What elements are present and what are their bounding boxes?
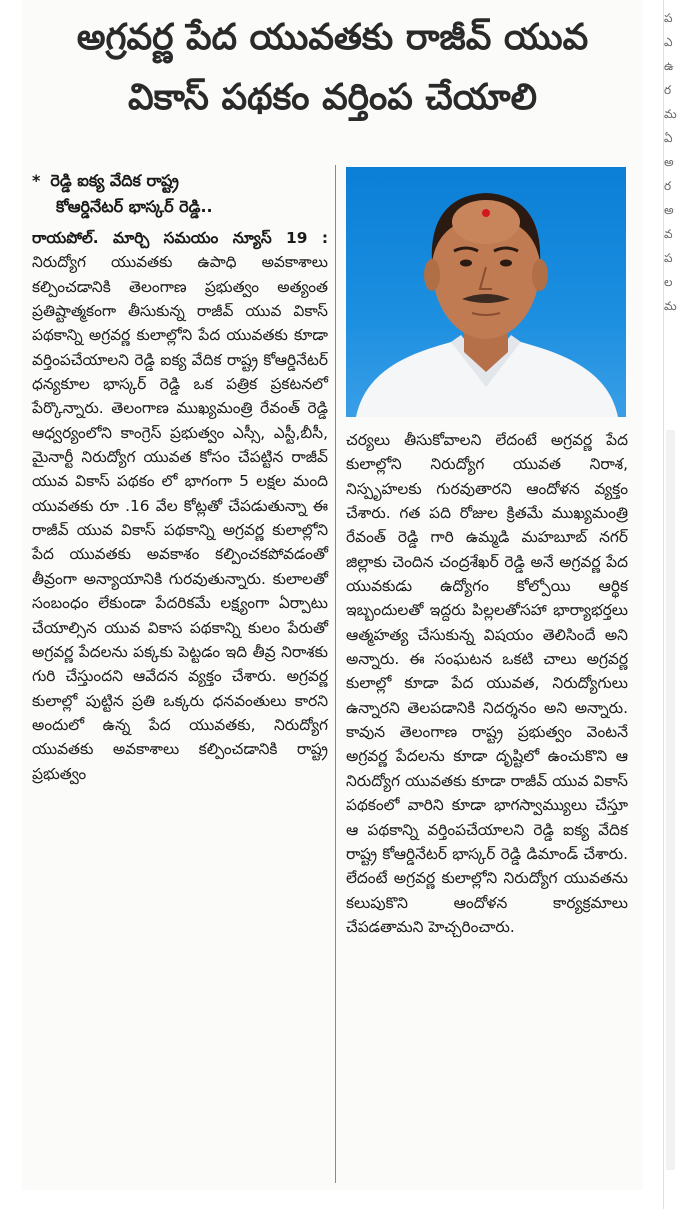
subheading — [32, 168, 328, 220]
left-body-text: నిరుద్యోగ యువతకు ఉపాధి అవకాశాలు కల్పించడానికి తెలంగాణ ప్రభుత్వం అత్యంత ప్రతిష్టాత్మకంగా తీసుకున్న రాజీవ్ యువ వికాస్ పథకాన్ని అగ్రవర్ణ కులాల్లోని పేద యువతకు కూడా వర్తింపచేయాలని రెడ్డి ఐక్య వేదిక రాష్ట్ర కోఆర్డినేటర్ ధన్యకూల భాస్కర్ రెడ్డి ఒక పత్రిక ప్రకటనలో పేర్కొన్నారు. తెలంగాణ ముఖ్యమంత్రి రేవంత్ రెడ్డి ఆధ్వర్యంలోని కాంగ్రెస్ ప్రభుత్వం ఎస్సీ, ఎస్టీ,బీసీ, మైనార్టీ నిరుద్యోగ యువత కోసం చేపట్టిన రాజీవ్ యువ వికాస్ పథకం లో భాగంగా 5 లక్షల మంది యువతకు రూ .16 వేల కోట్లతో చేపడుతున్నా ఈ రాజీవ్ యువ వికాస్ పథకాన్ని అగ్రవర్ణ కులాల్లోని పేద యువతకు అవకాశం కల్పించకపోవడంతో తీవ్రంగా అన్యాయానికి గురవుతున్నారు. కులాలతో సంబంధం లేకుండా పేదరికమే లక్ష్యంగా ఏర్పాటు చేయాల్సిన యువ వికాస పథకాన్ని కులం పేరుతో అగ్రవర్ణ పేదలను పక్కకు పెట్టడం ఇది తీవ్ర నిరాశకు గురి చేస్తుందని ఆవేదన వ్యక్తం చేశారు. అగ్రవర్ణ కులాల్లో పుట్టిన ప్రతి ఒక్కరు ధనవంతులు కారని అందులో ఉన్న పేద యువతకు, నిరుద్యోగ యువతకు అవకాశాలు కల్పించడానికి రాష్ట్ర ప్రభుత్వం — [32, 253, 328, 783]
subheading-line-2: కోఆర్డినేటర్ భాస్కర్ రెడ్డి.. — [56, 197, 213, 216]
adjacent-article-fragment: ప ఎ ఉ ర మ ఏ అ ర అ వ ప ల మ — [664, 11, 677, 313]
right-column — [346, 428, 628, 939]
portrait-photo — [346, 167, 626, 417]
dateline: రాయపోల్. మార్చి సమయం న్యూస్ 19 : — [32, 229, 328, 247]
left-body — [32, 226, 328, 786]
bullet-marker: * — [32, 171, 41, 190]
portrait-illustration — [346, 167, 626, 417]
adjacent-column-strip — [666, 430, 675, 1170]
headline-line-2: వికాస్ పథకం వర్తింప చేయాలి — [127, 77, 537, 118]
left-column — [32, 168, 328, 786]
column-divider — [335, 165, 336, 1183]
headline — [22, 8, 643, 128]
right-body: చర్యలు తీసుకోవాలని లేదంటే అగ్రవర్ణ పేద కులాల్లోని నిరుద్యోగ యువత నిరాశ, నిస్పృహలకు గురవుతారని ఆందోళన వ్యక్తం చేశారు. గత పది రోజుల క్రితమే ముఖ్యమంత్రి రేవంత్ రెడ్డి గారి ఉమ్మడి మహబూబ్ నగర్ జిల్లాకు చెందిన చంద్రశేఖర్ రెడ్డి అనే అగ్రవర్ణ పేద యువకుడు ఉద్యోగం కోల్పోయి ఆర్థిక ఇబ్బందులతో ఇద్దరు పిల్లలతోసహా భార్యాభర్తలు ఆత్మహత్య చేసుకున్న విషయం తెలిసిందే అని అన్నారు. ఈ సంఘటన ఒకటి చాలు అగ్రవర్ణ కులాల్లో కూడా పేద యువత, నిరుద్యోగులు ఉన్నారని తెలపడానికి నిదర్శనం అని అన్నారు. కావున తెలంగాణ రాష్ట్ర ప్రభుత్వం వెంటనే అగ్రవర్ణ పేదలను కూడా దృష్టిలో ఉంచుకొని ఆ నిరుద్యోగ యువతకు కూడా రాజీవ్ యువ వికాస్ పథకంలో వారిని కూడా భాగస్వామ్యులు చేస్తూ ఆ పథకాన్ని వర్తింపచేయాలని రెడ్డి ఐక్య వేదిక రాష్ట్ర కోఆర్డినేటర్ భాస్కర్ రెడ్డి డిమాండ్ చేశారు. లేదంటే అగ్రవర్ణ కులాల్లోని నిరుద్యోగ యువతను కలుపుకొని ఆందోళన కార్యక్రమాలు చేపడతామని హెచ్చరించారు. — [346, 431, 628, 936]
subheading-line-1: రెడ్డి ఐక్య వేదిక రాష్ట్ర — [50, 171, 179, 190]
headline-line-1: అగ్రవర్ణ పేద యువతకు రాజీవ్ యువ — [76, 17, 589, 58]
